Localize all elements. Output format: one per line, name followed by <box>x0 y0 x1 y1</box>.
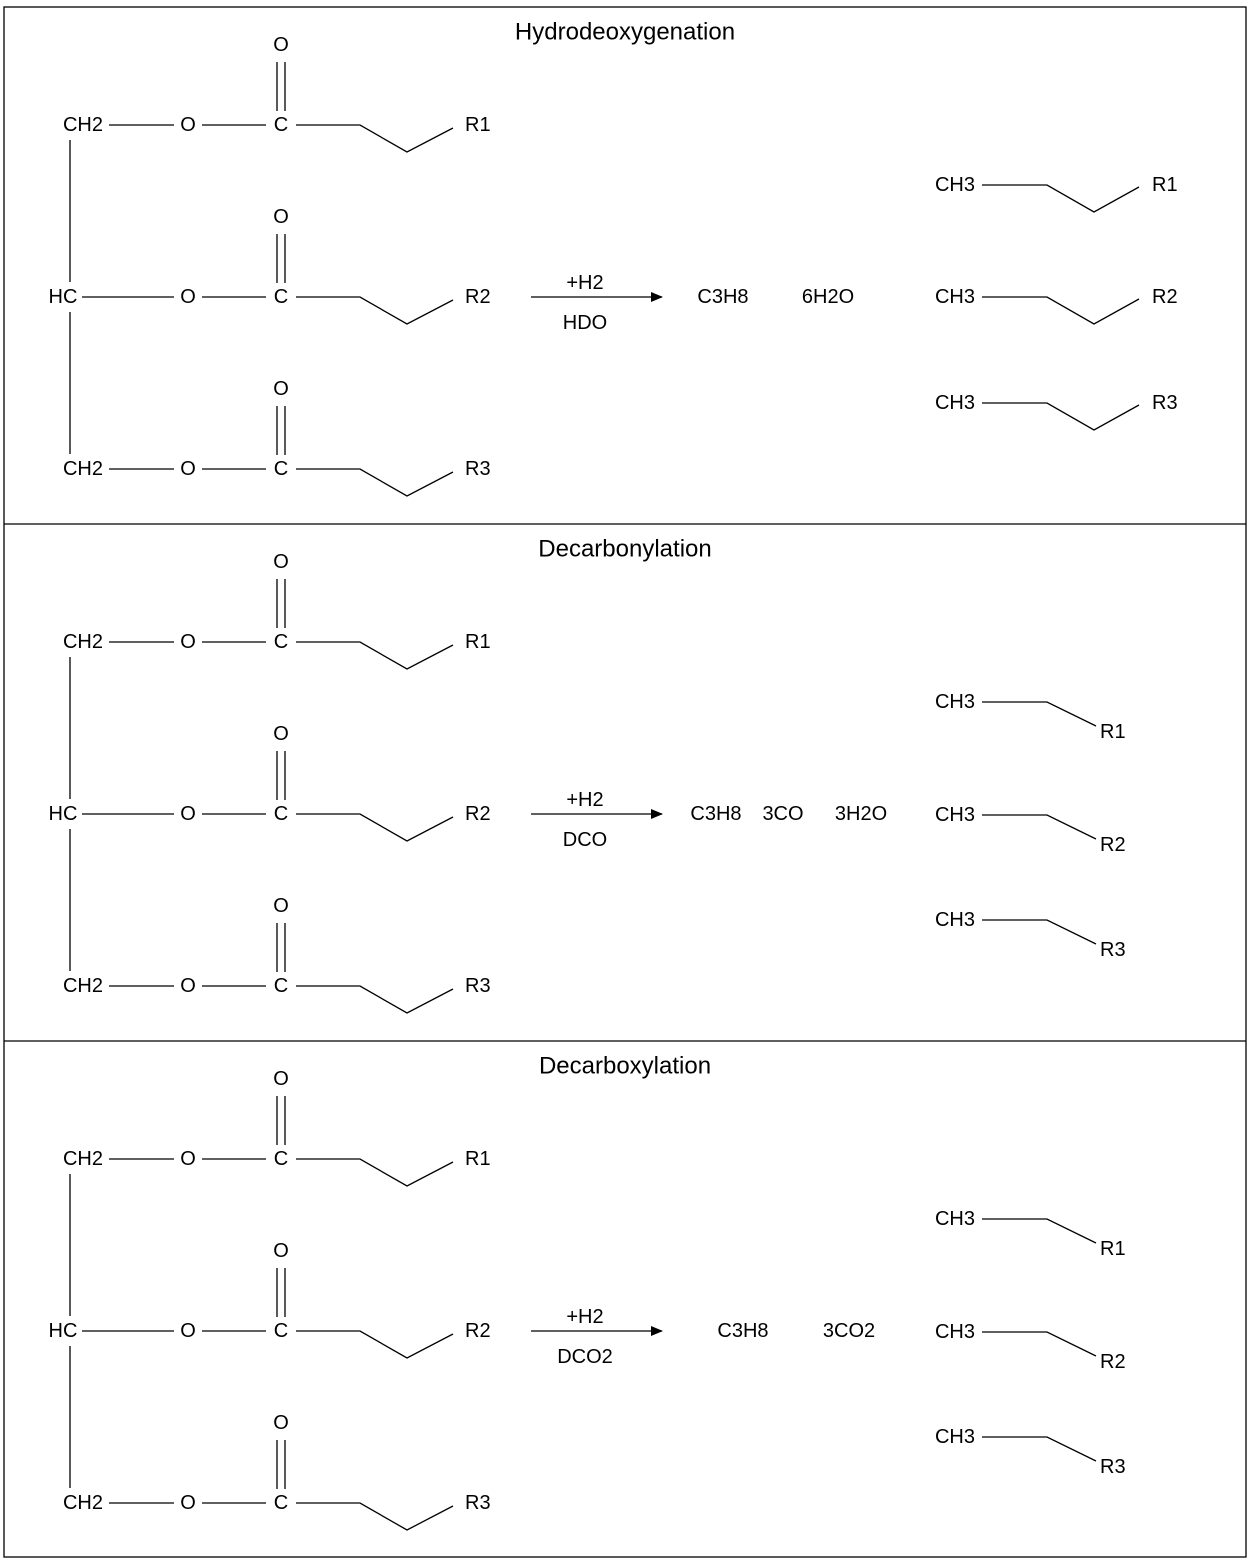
product-chain-label: R2 <box>1100 834 1126 856</box>
ester-oxygen: O <box>180 1492 196 1514</box>
product-ch3-label: CH3 <box>934 804 976 826</box>
ester-oxygen: O <box>180 803 196 825</box>
product-chain-label: R3 <box>1100 1456 1126 1478</box>
panel-decarbonylation <box>49 536 1126 1014</box>
chain-label: R1 <box>465 114 491 136</box>
carbonyl-oxygen: O <box>273 34 289 56</box>
product-chain-bond <box>982 920 1096 944</box>
product-ch3-label: CH3 <box>934 392 976 414</box>
carbonyl-carbon: C <box>273 1320 289 1342</box>
ester-oxygen: O <box>180 458 196 480</box>
carbonyl-carbon: C <box>273 286 289 308</box>
product-alkane <box>935 392 1178 430</box>
product-chain-bond <box>982 1437 1096 1461</box>
chain-label: R2 <box>465 1320 491 1342</box>
product-chain-label: R1 <box>1152 174 1178 196</box>
carbonyl-oxygen: O <box>273 1068 289 1090</box>
product-alkane <box>935 174 1178 212</box>
ester-row <box>63 551 491 669</box>
ester-row <box>49 206 491 324</box>
carbonyl-oxygen: O <box>273 206 289 228</box>
reagent-label: +H2 <box>566 1306 604 1328</box>
carbonyl-oxygen: O <box>273 378 289 400</box>
product-alkane <box>935 691 1126 743</box>
panel-hydrodeoxygenation <box>49 19 1178 497</box>
product-chain-bond <box>982 702 1096 726</box>
carbonyl-oxygen: O <box>273 551 289 573</box>
reagent-label: +H2 <box>566 789 604 811</box>
ester-oxygen: O <box>180 631 196 653</box>
product-alkane <box>935 909 1126 961</box>
product-chain-bond <box>982 403 1139 430</box>
backbone-carbon: CH2 <box>62 631 104 653</box>
chain-label: R1 <box>465 631 491 653</box>
backbone-carbon: HC <box>48 1320 78 1342</box>
ester-row <box>63 1412 491 1530</box>
carbonyl-oxygen: O <box>273 895 289 917</box>
product-ch3-label: CH3 <box>934 909 976 931</box>
panel-title: Decarbonylation <box>538 535 712 563</box>
alkyl-chain-bond <box>296 1503 453 1530</box>
carbonyl-oxygen: O <box>273 1240 289 1262</box>
backbone-carbon: CH2 <box>62 458 104 480</box>
product-chain-label: R2 <box>1152 286 1178 308</box>
carbonyl-carbon: C <box>273 114 289 136</box>
carbonyl-carbon: C <box>273 1492 289 1514</box>
carbonyl-carbon: C <box>273 458 289 480</box>
carbonyl-carbon: C <box>273 1148 289 1170</box>
product-ch3-label: CH3 <box>934 1321 976 1343</box>
alkyl-chain-bond <box>296 125 453 152</box>
product-chain-label: R3 <box>1100 939 1126 961</box>
coproduct-label: 3CO2 <box>822 1320 876 1342</box>
ester-row <box>49 723 491 841</box>
carbonyl-carbon: C <box>273 975 289 997</box>
coproduct-label: C3H8 <box>690 803 742 825</box>
reagent-label: +H2 <box>566 272 604 294</box>
ester-oxygen: O <box>180 1148 196 1170</box>
alkyl-chain-bond <box>296 1159 453 1186</box>
product-chain-bond <box>982 815 1096 839</box>
alkyl-chain-bond <box>296 814 453 841</box>
chain-label: R2 <box>465 286 491 308</box>
ester-row <box>63 1068 491 1186</box>
ester-row <box>63 34 491 152</box>
backbone-carbon: CH2 <box>62 114 104 136</box>
ester-row <box>49 1240 491 1358</box>
chain-label: R3 <box>465 975 491 997</box>
alkyl-chain-bond <box>296 642 453 669</box>
ester-row <box>63 378 491 496</box>
backbone-carbon: CH2 <box>62 975 104 997</box>
product-alkane <box>935 1321 1126 1373</box>
product-chain-label: R3 <box>1152 392 1178 414</box>
product-alkane <box>935 804 1126 856</box>
ester-oxygen: O <box>180 286 196 308</box>
backbone-carbon: HC <box>48 286 78 308</box>
coproduct-label: C3H8 <box>717 1320 769 1342</box>
ester-oxygen: O <box>180 114 196 136</box>
product-alkane <box>935 1208 1126 1260</box>
panel-title: Hydrodeoxygenation <box>514 18 736 46</box>
product-ch3-label: CH3 <box>934 286 976 308</box>
coproduct-label: C3H8 <box>697 286 749 308</box>
ester-oxygen: O <box>180 1320 196 1342</box>
catalyst-label: DCO2 <box>557 1346 613 1368</box>
alkyl-chain-bond <box>296 469 453 496</box>
panel-title: Decarboxylation <box>538 1052 712 1080</box>
panel-decarboxylation <box>49 1053 1126 1531</box>
backbone-carbon: CH2 <box>62 1492 104 1514</box>
carbonyl-oxygen: O <box>273 723 289 745</box>
backbone-carbon: HC <box>48 803 78 825</box>
carbonyl-carbon: C <box>273 631 289 653</box>
coproduct-label: 3CO <box>762 803 804 825</box>
catalyst-label: DCO <box>562 829 608 851</box>
alkyl-chain-bond <box>296 1331 453 1358</box>
alkyl-chain-bond <box>296 297 453 324</box>
chain-label: R1 <box>465 1148 491 1170</box>
product-ch3-label: CH3 <box>934 1426 976 1448</box>
product-chain-label: R1 <box>1100 1238 1126 1260</box>
catalyst-label: HDO <box>562 312 608 334</box>
coproduct-label: 3H2O <box>834 803 888 825</box>
product-chain-label: R1 <box>1100 721 1126 743</box>
product-alkane <box>935 1426 1126 1478</box>
product-chain-bond <box>982 185 1139 212</box>
ester-oxygen: O <box>180 975 196 997</box>
backbone-carbon: CH2 <box>62 1148 104 1170</box>
product-chain-bond <box>982 1332 1096 1356</box>
chain-label: R3 <box>465 458 491 480</box>
coproduct-label: 6H2O <box>801 286 855 308</box>
ester-row <box>63 895 491 1013</box>
product-chain-label: R2 <box>1100 1351 1126 1373</box>
chain-label: R3 <box>465 1492 491 1514</box>
carbonyl-oxygen: O <box>273 1412 289 1434</box>
alkyl-chain-bond <box>296 986 453 1013</box>
product-ch3-label: CH3 <box>934 1208 976 1230</box>
carbonyl-carbon: C <box>273 803 289 825</box>
product-alkane <box>935 286 1178 324</box>
product-ch3-label: CH3 <box>934 174 976 196</box>
product-chain-bond <box>982 297 1139 324</box>
product-ch3-label: CH3 <box>934 691 976 713</box>
chain-label: R2 <box>465 803 491 825</box>
product-chain-bond <box>982 1219 1096 1243</box>
